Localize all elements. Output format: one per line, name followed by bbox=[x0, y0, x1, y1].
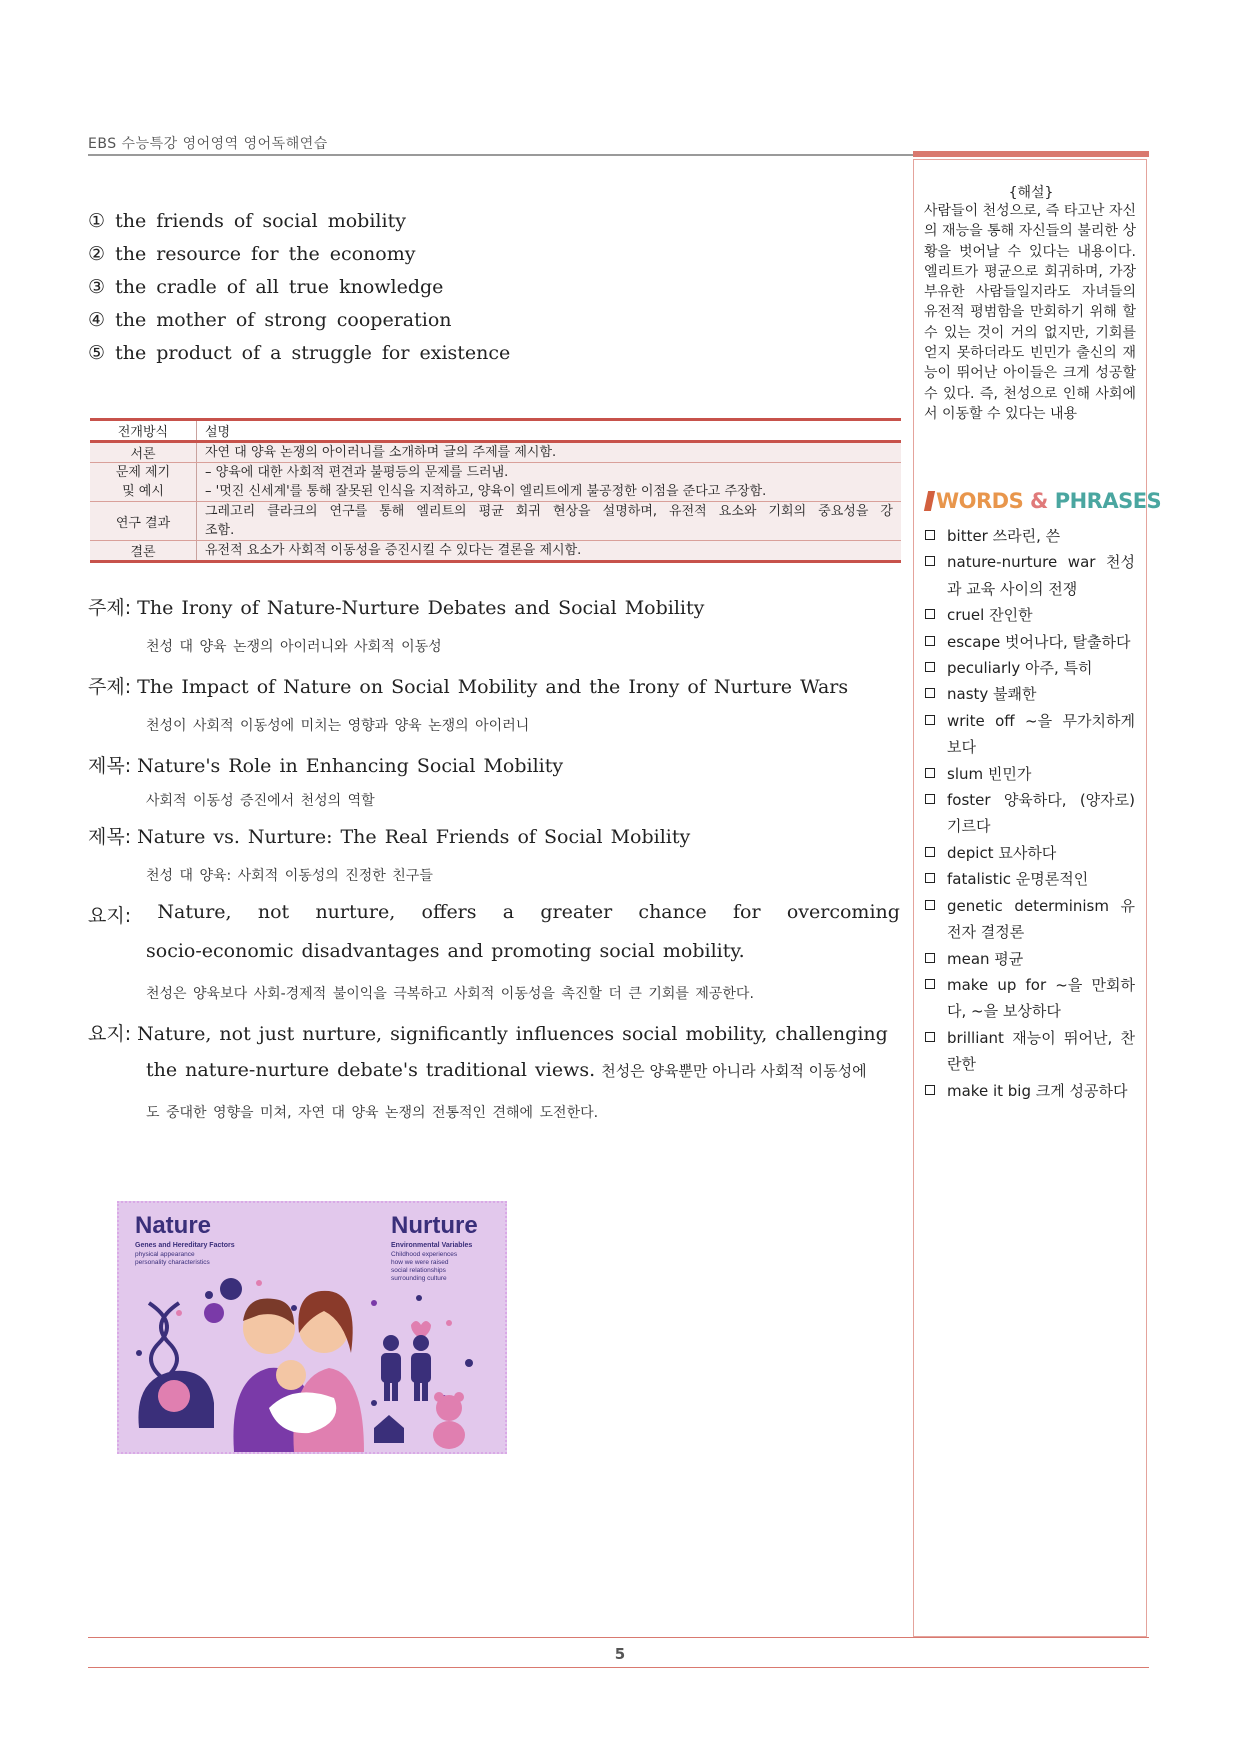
table-label-line: 및 예시 bbox=[122, 484, 164, 499]
words-heading-part: WORDS bbox=[936, 489, 1024, 513]
vocab-item bbox=[925, 1078, 1135, 1104]
gist-word: overcoming bbox=[786, 901, 900, 923]
table-row bbox=[90, 463, 901, 502]
vocab-text: fatalistic 운명론적인 bbox=[947, 870, 1089, 889]
table-row-label: 연구 결과 bbox=[90, 502, 197, 541]
gist-label: 요지: bbox=[88, 1023, 132, 1045]
haeseol-body: 사람들이 천성으로, 즉 타고난 자신의 재능을 통해 자신들의 불리한 상황을 벗어날 수 있다는 내용이다. 엘리트가 평균으로 회귀하며, 가장 부유한 사람들일지라도 자녀들의 유전적 평범함을 만회하기 위해 할 수 있는 것이 거의 없지만, 기회를 얻지 못하더라도 빈민가 출신의 재능이 뛰어난 아이들은 크게 성공할 수 있다. 즉, 천성으로 인해 사회에서 이동할 수 있다는 내용 bbox=[924, 203, 1136, 422]
vocab-text: make up for ~을 만회하다, ~을 보상하다 bbox=[947, 975, 1135, 1021]
words-heading-part: PHRASES bbox=[1054, 489, 1162, 513]
vocab-text: cruel 잔인한 bbox=[947, 606, 1033, 625]
illus-nurture-item: Childhood experiences bbox=[391, 1251, 458, 1258]
illus-nature-title: Nature bbox=[135, 1212, 212, 1239]
table-header-cell: 설명 bbox=[197, 420, 902, 442]
table-line: 자연 대 양육 논쟁의 아이러니를 소개하며 글의 주제를 제시함. bbox=[205, 445, 557, 460]
gist-line bbox=[88, 1019, 900, 1046]
answer-option[interactable]: ③ the cradle of all true knowledge bbox=[88, 276, 444, 298]
gist-translation: 천성은 양육뿐만 아니라 사회적 이동성에 bbox=[601, 1062, 867, 1080]
checkbox-icon[interactable] bbox=[925, 953, 935, 963]
vocab-item bbox=[925, 602, 1135, 628]
gist-label: 요지: bbox=[88, 905, 132, 927]
gist-line bbox=[146, 1059, 900, 1081]
topic-text: The Irony of Nature-Nurture Debates and Social Mobility bbox=[137, 597, 705, 619]
table-line: 조함. bbox=[205, 523, 235, 538]
table-row bbox=[90, 541, 901, 562]
answer-option[interactable]: ④ the mother of strong cooperation bbox=[88, 309, 452, 331]
topic-line bbox=[88, 672, 900, 699]
gist-word: not bbox=[257, 901, 290, 923]
gist-text: the nature-nurture debate's traditional views. bbox=[146, 1059, 596, 1081]
title-label: 제목: bbox=[88, 826, 132, 848]
header-rule-right bbox=[913, 151, 1149, 157]
table-line: 유전적 요소가 사회적 이동성을 증진시킬 수 있다는 결론을 제시함. bbox=[205, 543, 582, 558]
checkbox-icon[interactable] bbox=[925, 530, 935, 540]
vocab-text: make it big 크게 성공하다 bbox=[947, 1081, 1128, 1100]
family-figure bbox=[233, 1291, 364, 1452]
words-phrases-heading bbox=[926, 489, 1161, 513]
checkbox-icon[interactable] bbox=[925, 609, 935, 619]
table-line: – 양육에 대한 사회적 편견과 불평등의 문제를 드러냄. bbox=[205, 465, 509, 480]
answer-options bbox=[88, 205, 510, 370]
vocab-text: write off ~을 무가치하게 보다 bbox=[947, 711, 1135, 757]
table-line: – '멋진 신세계'를 통해 잘못된 인식을 지적하고, 양육이 엘리트에게 불공정한 이점을 준다고 주장함. bbox=[205, 484, 767, 499]
checkbox-icon[interactable] bbox=[925, 715, 935, 725]
gist-word: Nature, bbox=[157, 901, 232, 923]
illus-nurture-item: surrounding culture bbox=[391, 1275, 447, 1282]
words-heading-amp: & bbox=[1023, 489, 1055, 513]
title-line bbox=[88, 751, 900, 778]
table-row-text bbox=[197, 541, 902, 562]
vocab-item bbox=[925, 866, 1135, 892]
illus-nature-item: personality characteristics bbox=[135, 1259, 210, 1266]
table-header-row bbox=[90, 420, 901, 442]
topic-translation: 천성 대 양육 논쟁의 아이러니와 사회적 이동성 bbox=[146, 639, 442, 655]
table-header-cell: 전개방식 bbox=[90, 420, 197, 442]
table-line: 그레고리 클라크의 연구를 통해 엘리트의 평균 회귀 현상을 설명하며, 유전적 요소와 기회의 중요성을 강 bbox=[205, 504, 893, 519]
topic-label: 주제: bbox=[88, 597, 132, 619]
topic-text: The Impact of Nature on Social Mobility and the Irony of Nurture Wars bbox=[137, 676, 849, 698]
checkbox-icon[interactable] bbox=[925, 873, 935, 883]
gist-word: offers bbox=[421, 901, 477, 923]
people-icon bbox=[381, 1335, 431, 1401]
vocab-text: genetic determinism 유전자 결정론 bbox=[947, 896, 1135, 942]
answer-option[interactable]: ① the friends of social mobility bbox=[88, 210, 406, 232]
gist-text: Nature, not just nurture, significantly influences social mobility, challenging bbox=[137, 1023, 888, 1045]
title-text: Nature's Role in Enhancing Social Mobility bbox=[137, 755, 564, 777]
vocab-text: depict 묘사하다 bbox=[947, 843, 1057, 862]
topic-line bbox=[88, 593, 900, 620]
answer-option[interactable]: ⑤ the product of a struggle for existence bbox=[88, 342, 511, 364]
vocab-text: nature-nurture war 천성과 교육 사이의 전쟁 bbox=[947, 553, 1135, 598]
brain-icon bbox=[158, 1380, 190, 1412]
checkbox-icon[interactable] bbox=[925, 662, 935, 672]
checkbox-icon[interactable] bbox=[925, 1032, 935, 1042]
gist-line bbox=[146, 940, 745, 962]
gist-word: greater bbox=[540, 901, 613, 923]
vocab-item bbox=[925, 1025, 1135, 1078]
vocab-text: brilliant 재능이 뛰어난, 찬란한 bbox=[947, 1028, 1135, 1074]
vocab-item bbox=[925, 840, 1135, 866]
checkbox-icon[interactable] bbox=[925, 847, 935, 857]
vocab-list bbox=[925, 523, 1135, 1104]
illustration-art bbox=[119, 1203, 505, 1452]
header-title: EBS 수능특강 영어영역 영어독해연습 bbox=[88, 136, 328, 152]
nature-nurture-illustration bbox=[117, 1201, 507, 1454]
footer-rule-bottom bbox=[88, 1667, 1149, 1668]
table-label-line: 문제 제기 bbox=[115, 465, 171, 480]
house-icon bbox=[374, 1415, 404, 1443]
title-translation: 천성 대 양육: 사회적 이동성의 진정한 친구들 bbox=[146, 868, 433, 884]
vocab-item bbox=[925, 681, 1135, 707]
checkbox-icon[interactable] bbox=[925, 636, 935, 646]
structure-table bbox=[90, 418, 901, 563]
illus-nature-subtitle: Genes and Hereditary Factors bbox=[135, 1242, 235, 1249]
vocab-item bbox=[925, 708, 1135, 761]
table-row-label bbox=[90, 463, 197, 502]
checkbox-icon[interactable] bbox=[925, 768, 935, 778]
haeseol-title: {해설} bbox=[1008, 185, 1054, 201]
table-row-text bbox=[197, 502, 902, 541]
table-row bbox=[90, 442, 901, 463]
vocab-item bbox=[925, 787, 1135, 840]
title-label: 제목: bbox=[88, 755, 132, 777]
title-text: Nature vs. Nurture: The Real Friends of Social Mobility bbox=[137, 826, 691, 848]
vocab-text: escape 벗어나다, 탈출하다 bbox=[947, 632, 1131, 651]
checkbox-icon[interactable] bbox=[925, 1085, 935, 1095]
gist-text: socio-economic disadvantages and promoting social mobility. bbox=[146, 940, 745, 962]
vocab-text: slum 빈민가 bbox=[947, 764, 1032, 783]
illus-nurture-item: how we were raised bbox=[391, 1259, 449, 1266]
vocab-text: mean 평균 bbox=[947, 949, 1024, 968]
gist-word: chance bbox=[638, 901, 707, 923]
topic-label: 주제: bbox=[88, 676, 132, 698]
gist-line bbox=[88, 901, 900, 928]
checkbox-icon[interactable] bbox=[925, 688, 935, 698]
vocab-item bbox=[925, 761, 1135, 787]
sad-face-icon bbox=[220, 1278, 242, 1300]
gist-translation: 도 중대한 영향을 미쳐, 자연 대 양육 논쟁의 전통적인 견해에 도전한다. bbox=[146, 1105, 599, 1121]
vocab-item bbox=[925, 972, 1135, 1025]
footer-rule-top bbox=[88, 1637, 1149, 1638]
illus-nurture-item: social relationships bbox=[391, 1267, 446, 1274]
vocab-text: peculiarly 아주, 특히 bbox=[947, 659, 1093, 678]
title-line bbox=[88, 822, 900, 849]
topic-translation: 천성이 사회적 이동성에 미치는 영향과 양육 논쟁의 아이러니 bbox=[146, 718, 530, 734]
table-row-text bbox=[197, 463, 902, 502]
vocab-item bbox=[925, 629, 1135, 655]
gist-translation: 천성은 양육보다 사회-경제적 불이익을 극복하고 사회적 이동성을 촉진할 더 큰 기회를 제공한다. bbox=[146, 986, 754, 1002]
table-row-label: 서론 bbox=[90, 442, 197, 463]
table-row-label: 결론 bbox=[90, 541, 197, 562]
vocab-text: foster 양육하다, (양자로) 기르다 bbox=[947, 791, 1135, 836]
checkbox-icon[interactable] bbox=[925, 794, 935, 804]
header-rule-left bbox=[88, 154, 913, 156]
vocab-item bbox=[925, 655, 1135, 681]
checkbox-icon[interactable] bbox=[925, 900, 935, 910]
vocab-item bbox=[925, 893, 1135, 946]
illus-nature-item: physical appearance bbox=[135, 1251, 195, 1258]
answer-option[interactable]: ② the resource for the economy bbox=[88, 243, 416, 265]
vocab-item bbox=[925, 523, 1135, 549]
illus-nurture-subtitle: Environmental Variables bbox=[391, 1242, 473, 1249]
vocab-text: nasty 불쾌한 bbox=[947, 685, 1037, 704]
page-number: 5 bbox=[614, 1645, 626, 1663]
happy-face-icon bbox=[204, 1303, 224, 1323]
gist-word: nurture, bbox=[315, 901, 396, 923]
vocab-item bbox=[925, 549, 1135, 602]
pencil-icon bbox=[924, 491, 935, 511]
checkbox-icon[interactable] bbox=[925, 979, 935, 989]
illus-nurture-title: Nurture bbox=[391, 1212, 478, 1239]
table-row-text bbox=[197, 442, 902, 463]
vocab-item bbox=[925, 946, 1135, 972]
checkbox-icon[interactable] bbox=[925, 556, 935, 566]
gist-word: for bbox=[733, 901, 761, 923]
vocab-text: bitter 쓰라린, 쓴 bbox=[947, 527, 1061, 545]
table-row bbox=[90, 502, 901, 541]
teddy-bear-icon bbox=[433, 1392, 465, 1449]
gist-word: a bbox=[502, 901, 515, 923]
title-translation: 사회적 이동성 증진에서 천성의 역할 bbox=[146, 793, 375, 809]
